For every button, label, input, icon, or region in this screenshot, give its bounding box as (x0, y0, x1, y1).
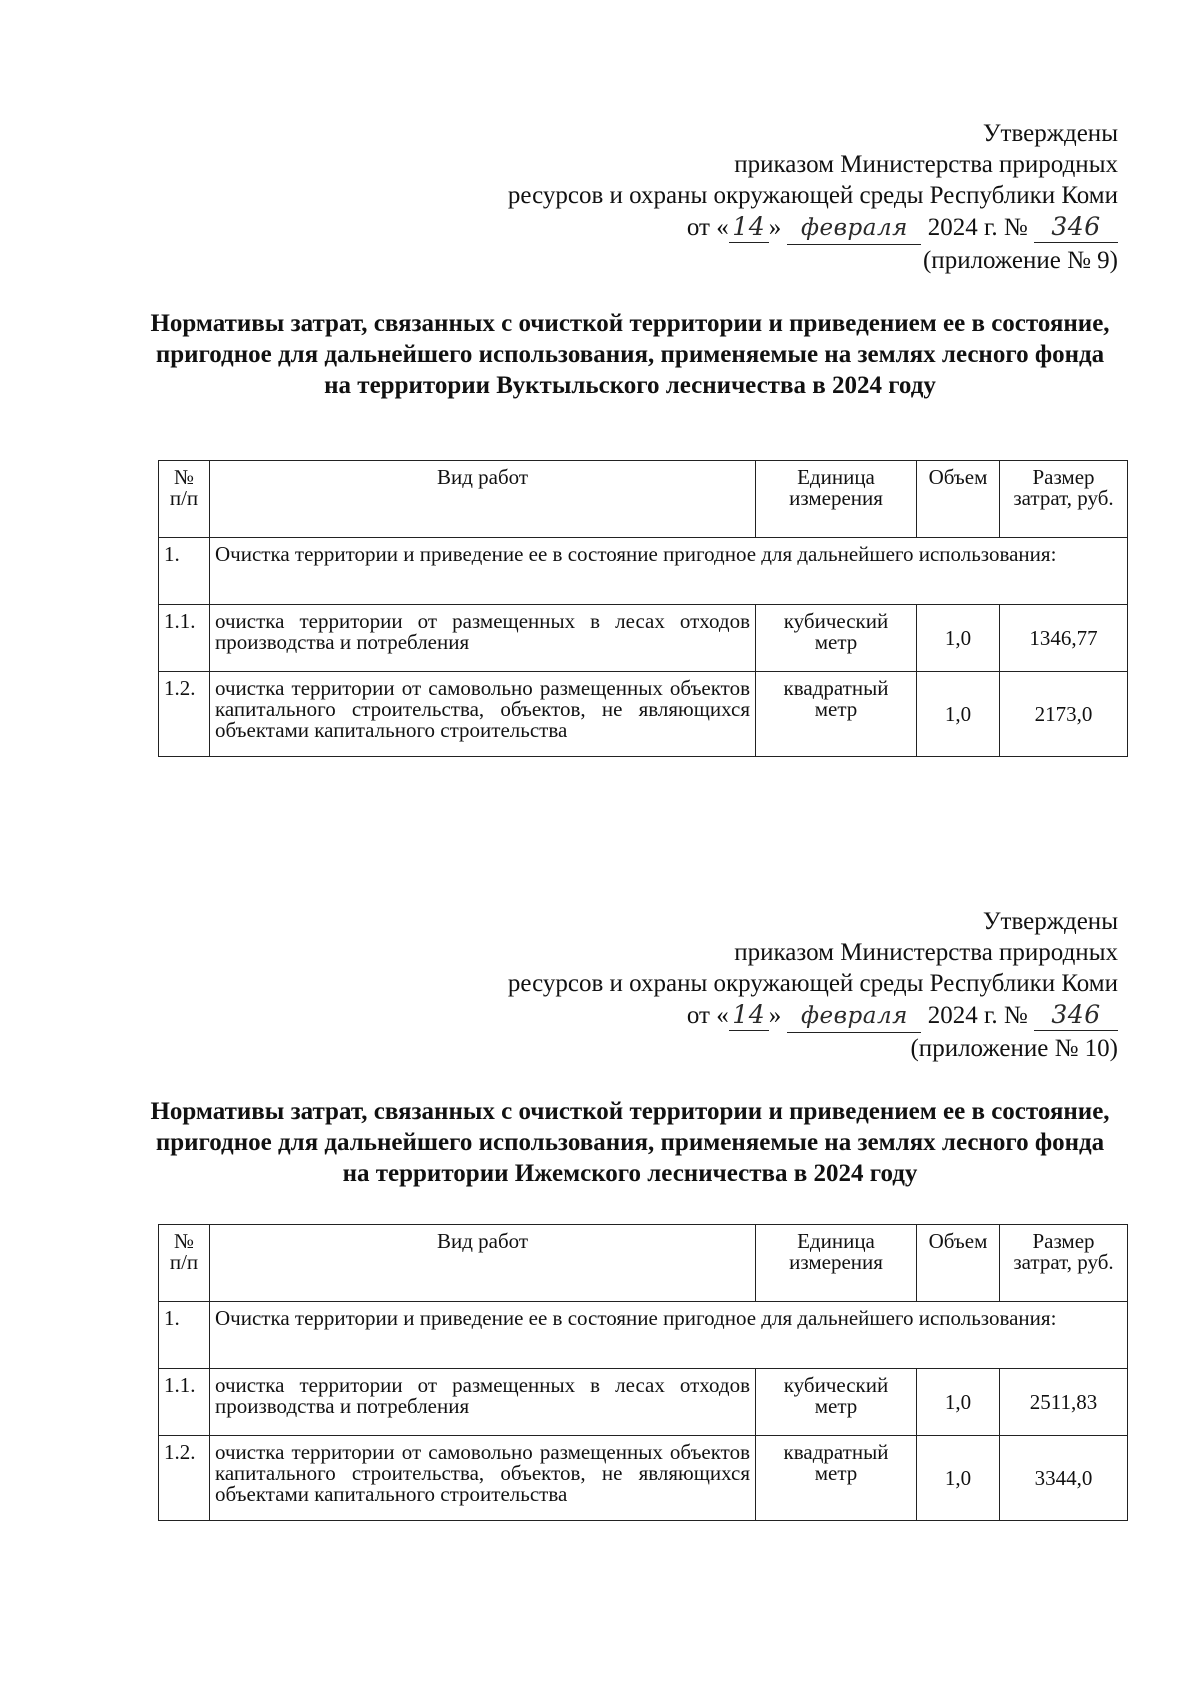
handwritten-day: 14 (729, 211, 769, 243)
document-title: Нормативы затрат, связанных с очисткой территории и приведением ее в состояние, пригодное для дальнейшего использования, применяемые на землях лесного фонда на территории Ижемского лесничества в 2024 году (150, 1098, 1110, 1187)
header-unit: Единица измерения (756, 1225, 917, 1302)
row-unit: квадратный метр (756, 1436, 917, 1521)
header-cost: Размер затрат, руб. (1000, 461, 1128, 538)
row-work: Очистка территории и приведение ее в состояние пригодное для дальнейшего использования: (210, 538, 1128, 605)
approval-line-3: ресурсов и охраны окружающей среды Республики Коми (507, 970, 1118, 997)
row-work: очистка территории от размещенных в лесах отходов производства и потребления (210, 1369, 756, 1436)
approval-stamp (508, 906, 1118, 1064)
row-cost: 1346,77 (1000, 605, 1128, 672)
table-row (159, 1302, 1128, 1369)
header-volume: Объем (917, 1225, 1000, 1302)
handwritten-order-number: 346 (1034, 211, 1118, 243)
row-unit: кубический метр (756, 1369, 917, 1436)
table-row (159, 1436, 1128, 1521)
row-cost: 2173,0 (1000, 672, 1128, 757)
table-row (159, 1369, 1128, 1436)
row-work: Очистка территории и приведение ее в состояние пригодное для дальнейшего использования: (210, 1302, 1128, 1369)
header-unit: Единица измерения (756, 461, 917, 538)
header-volume: Объем (917, 461, 1000, 538)
approval-line-1: Утверждены (982, 908, 1118, 935)
header-work: Вид работ (210, 461, 756, 538)
appendix-label: (приложение № 9) (922, 247, 1118, 274)
row-work: очистка территории от размещенных в лесах отходов производства и потребления (210, 605, 756, 672)
row-num: 1.1. (159, 605, 210, 672)
row-num: 1. (159, 538, 210, 605)
row-work: очистка территории от самовольно размещенных объектов капитального строительства, объектов, не являющихся объектами капитального строительства (210, 672, 756, 757)
row-volume: 1,0 (917, 672, 1000, 757)
row-num: 1.2. (159, 672, 210, 757)
approval-stamp (508, 118, 1118, 276)
document-title: Нормативы затрат, связанных с очисткой территории и приведением ее в состояние, пригодное для дальнейшего использования, применяемые на землях лесного фонда на территории Вуктыльского лесничества в 2024 году (150, 310, 1110, 399)
approval-line-2: приказом Министерства природных (734, 151, 1118, 178)
row-volume: 1,0 (917, 605, 1000, 672)
table-row (159, 605, 1128, 672)
header-work: Вид работ (210, 1225, 756, 1302)
row-num: 1. (159, 1302, 210, 1369)
approval-date-line: от « 14 » февраля 2024 г. № 346 (508, 999, 1118, 1033)
handwritten-month: февраля (787, 213, 921, 245)
row-volume: 1,0 (917, 1436, 1000, 1521)
table-row (159, 538, 1128, 605)
appendix-label: (приложение № 10) (910, 1035, 1118, 1062)
header-num: № п/п (159, 461, 210, 538)
handwritten-order-number: 346 (1034, 999, 1118, 1031)
row-unit: квадратный метр (756, 672, 917, 757)
approval-line-1: Утверждены (982, 120, 1118, 147)
row-unit: кубический метр (756, 605, 917, 672)
row-cost: 2511,83 (1000, 1369, 1128, 1436)
table-row (159, 672, 1128, 757)
row-cost: 3344,0 (1000, 1436, 1128, 1521)
row-num: 1.1. (159, 1369, 210, 1436)
table-header-row (159, 1225, 1128, 1302)
handwritten-month: февраля (787, 1001, 921, 1033)
table-header-row (159, 461, 1128, 538)
norms-table (158, 1224, 1128, 1521)
header-num: № п/п (159, 1225, 210, 1302)
approval-date-line: от « 14 » февраля 2024 г. № 346 (508, 211, 1118, 245)
approval-line-2: приказом Министерства природных (734, 939, 1118, 966)
handwritten-day: 14 (729, 999, 769, 1031)
norms-table (158, 460, 1128, 757)
row-volume: 1,0 (917, 1369, 1000, 1436)
header-cost: Размер затрат, руб. (1000, 1225, 1128, 1302)
row-num: 1.2. (159, 1436, 210, 1521)
approval-line-3: ресурсов и охраны окружающей среды Республики Коми (507, 182, 1118, 209)
row-work: очистка территории от самовольно размещенных объектов капитального строительства, объектов, не являющихся объектами капитального строительства (210, 1436, 756, 1521)
